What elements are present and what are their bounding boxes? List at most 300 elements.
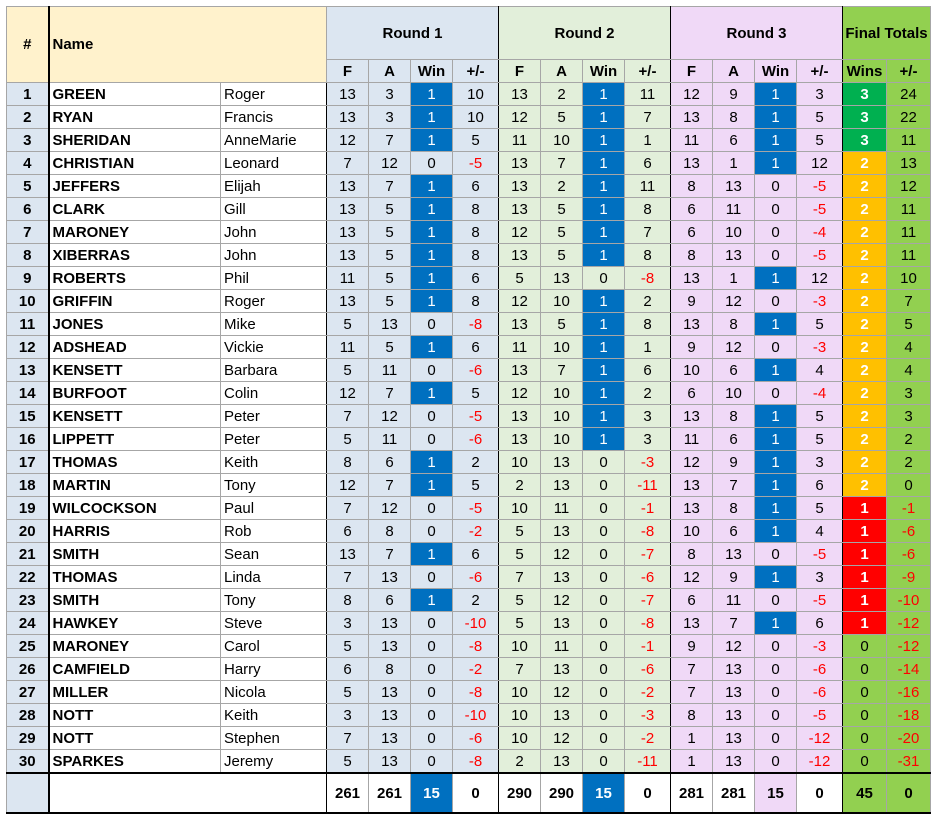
round-2-against: 7 [541,359,583,382]
round-2-against: 13 [541,612,583,635]
player-firstname: AnneMarie [221,129,327,152]
round-3-win: 1 [755,474,797,497]
round-1-against: 5 [369,290,411,313]
round-1-against: 3 [369,83,411,106]
final-diff: 24 [887,83,931,106]
player-surname: MARONEY [49,221,221,244]
round-3-diff: -6 [797,681,843,704]
round-3-against: 6 [713,428,755,451]
subheader-r3-win: Win [755,60,797,83]
round-3-against: 10 [713,221,755,244]
round-2-for: 5 [499,520,541,543]
player-firstname: Harry [221,658,327,681]
round-2-win: 0 [583,750,625,774]
player-surname: HARRIS [49,520,221,543]
round-2-for: 13 [499,175,541,198]
total-round-1-against: 261 [369,773,411,813]
table-row [7,359,931,382]
round-2-win: 0 [583,543,625,566]
round-2-for: 11 [499,129,541,152]
round-2-win: 1 [583,313,625,336]
player-firstname: Stephen [221,727,327,750]
round-3-for: 13 [671,106,713,129]
final-wins: 2 [843,290,887,313]
round-2-win: 0 [583,589,625,612]
row-number: 16 [7,428,49,451]
round-2-diff: -1 [625,497,671,520]
player-surname: NOTT [49,727,221,750]
round-1-for: 12 [327,474,369,497]
total-round-2-against: 290 [541,773,583,813]
round-2-win: 0 [583,681,625,704]
round-3-for: 6 [671,382,713,405]
round-3-win: 0 [755,681,797,704]
round-1-against: 8 [369,520,411,543]
round-2-against: 2 [541,175,583,198]
final-diff: -10 [887,589,931,612]
round-1-diff: 6 [453,336,499,359]
round-2-for: 12 [499,106,541,129]
final-wins: 3 [843,83,887,106]
final-wins: 2 [843,313,887,336]
final-diff: -18 [887,704,931,727]
round-1-against: 13 [369,727,411,750]
row-number: 23 [7,589,49,612]
round-3-against: 6 [713,520,755,543]
player-firstname: Vickie [221,336,327,359]
round-1-against: 13 [369,566,411,589]
round-1-win: 0 [411,727,453,750]
player-surname: SPARKES [49,750,221,774]
round-1-against: 13 [369,681,411,704]
player-firstname: Peter [221,428,327,451]
round-2-for: 13 [499,359,541,382]
round-3-diff: 5 [797,405,843,428]
round-1-win: 1 [411,221,453,244]
round-1-diff: 10 [453,106,499,129]
round-2-win: 0 [583,612,625,635]
round-2-win: 0 [583,727,625,750]
round-1-win: 1 [411,175,453,198]
table-row [7,83,931,106]
player-firstname: Phil [221,267,327,290]
final-diff: 2 [887,451,931,474]
round-2-diff: 2 [625,382,671,405]
round-2-against: 13 [541,267,583,290]
round-2-against: 12 [541,727,583,750]
row-number: 4 [7,152,49,175]
final-diff: 11 [887,198,931,221]
round-2-diff: 1 [625,336,671,359]
round-2-for: 13 [499,83,541,106]
table-row [7,727,931,750]
round-1-for: 8 [327,589,369,612]
subheader-r2-against: A [541,60,583,83]
round-2-win: 1 [583,359,625,382]
subheader-r1-against: A [369,60,411,83]
round-3-win: 0 [755,244,797,267]
final-wins: 2 [843,405,887,428]
total-round-3-wins: 15 [755,773,797,813]
final-wins: 2 [843,359,887,382]
total-round-3-against: 281 [713,773,755,813]
round-1-diff: -10 [453,704,499,727]
round-3-win: 1 [755,106,797,129]
round-2-win: 1 [583,175,625,198]
round-2-win: 1 [583,198,625,221]
round-1-against: 7 [369,175,411,198]
round-2-win: 1 [583,382,625,405]
round-1-diff: -8 [453,313,499,336]
round-1-against: 7 [369,543,411,566]
round-2-diff: 3 [625,405,671,428]
table-row [7,543,931,566]
round-2-win: 1 [583,405,625,428]
player-firstname: Keith [221,704,327,727]
final-diff: -20 [887,727,931,750]
round-3-win: 1 [755,428,797,451]
round-2-diff: 6 [625,359,671,382]
round-2-win: 1 [583,221,625,244]
round-2-diff: -8 [625,612,671,635]
round-1-against: 13 [369,750,411,774]
table-row [7,382,931,405]
round-1-diff: -10 [453,612,499,635]
round-1-win: 1 [411,589,453,612]
round-3-for: 8 [671,543,713,566]
final-diff: -14 [887,658,931,681]
round-3-diff: 6 [797,474,843,497]
player-surname: XIBERRAS [49,244,221,267]
round-1-against: 8 [369,658,411,681]
round-2-against: 10 [541,405,583,428]
round-1-diff: 5 [453,129,499,152]
round-3-win: 1 [755,313,797,336]
round-2-diff: -8 [625,267,671,290]
round-1-diff: 6 [453,267,499,290]
round-3-for: 13 [671,152,713,175]
round-2-diff: -1 [625,635,671,658]
player-firstname: Roger [221,83,327,106]
row-number: 17 [7,451,49,474]
round-2-diff: 1 [625,129,671,152]
table-row [7,658,931,681]
row-number: 21 [7,543,49,566]
row-number: 19 [7,497,49,520]
player-surname: MARTIN [49,474,221,497]
round-1-win: 0 [411,405,453,428]
round-3-diff: -5 [797,704,843,727]
round-2-against: 5 [541,313,583,336]
final-wins: 1 [843,543,887,566]
round-3-diff: 5 [797,129,843,152]
round-1-win: 1 [411,267,453,290]
table-row [7,612,931,635]
total-round-1-for: 261 [327,773,369,813]
round-2-win: 0 [583,704,625,727]
round-3-diff: 6 [797,612,843,635]
round-3-win: 0 [755,382,797,405]
round-2-diff: 7 [625,221,671,244]
round-1-win: 1 [411,382,453,405]
player-firstname: Peter [221,405,327,428]
round-3-against: 13 [713,175,755,198]
player-surname: JONES [49,313,221,336]
round-2-diff: 11 [625,175,671,198]
round-1-against: 12 [369,405,411,428]
round-1-diff: -6 [453,727,499,750]
player-firstname: Keith [221,451,327,474]
round-1-diff: -6 [453,428,499,451]
player-firstname: Steve [221,612,327,635]
round-3-win: 0 [755,336,797,359]
round-2-for: 10 [499,681,541,704]
final-wins: 2 [843,198,887,221]
final-diff: -16 [887,681,931,704]
final-diff: 3 [887,382,931,405]
round-1-against: 12 [369,152,411,175]
final-diff: 3 [887,405,931,428]
row-number: 5 [7,175,49,198]
round-2-win: 1 [583,129,625,152]
row-number: 8 [7,244,49,267]
player-firstname: Nicola [221,681,327,704]
round-3-against: 13 [713,727,755,750]
final-diff: 10 [887,267,931,290]
round-1-for: 13 [327,198,369,221]
round-3-against: 8 [713,313,755,336]
round-2-win: 1 [583,244,625,267]
round-3-against: 12 [713,635,755,658]
total-round-3-for: 281 [671,773,713,813]
final-wins: 3 [843,129,887,152]
round-2-for: 10 [499,635,541,658]
round-3-win: 0 [755,589,797,612]
final-diff: 0 [887,474,931,497]
round-1-win: 0 [411,359,453,382]
round-1-diff: 10 [453,83,499,106]
round-1-win: 1 [411,474,453,497]
round-3-against: 11 [713,589,755,612]
final-wins: 2 [843,221,887,244]
final-diff: 7 [887,290,931,313]
round-1-against: 5 [369,221,411,244]
round-3-win: 0 [755,658,797,681]
round-2-diff: -11 [625,474,671,497]
round-3-win: 1 [755,83,797,106]
round-3-for: 12 [671,451,713,474]
round-2-diff: 2 [625,290,671,313]
round-2-win: 0 [583,267,625,290]
round-1-for: 8 [327,451,369,474]
round-2-win: 1 [583,83,625,106]
round-2-diff: -7 [625,589,671,612]
final-wins: 1 [843,589,887,612]
round-1-win: 0 [411,681,453,704]
final-wins: 0 [843,681,887,704]
table-row [7,244,931,267]
round-1-win: 0 [411,566,453,589]
row-number: 9 [7,267,49,290]
round-3-win: 1 [755,566,797,589]
round-1-win: 1 [411,543,453,566]
total-round-1-diff: 0 [453,773,499,813]
final-diff: -1 [887,497,931,520]
round-2-for: 12 [499,290,541,313]
table-row [7,589,931,612]
round-3-diff: 3 [797,566,843,589]
round-3-diff: -5 [797,198,843,221]
round-3-for: 9 [671,336,713,359]
final-diff: -31 [887,750,931,774]
row-number: 6 [7,198,49,221]
round-3-against: 7 [713,612,755,635]
subheader-r2-for: F [499,60,541,83]
round-3-win: 0 [755,635,797,658]
round-1-diff: 5 [453,474,499,497]
player-surname: MILLER [49,681,221,704]
round-1-against: 5 [369,267,411,290]
totals-blank-name [49,773,327,813]
player-firstname: Roger [221,290,327,313]
final-wins: 2 [843,267,887,290]
round-2-for: 7 [499,658,541,681]
table-row [7,704,931,727]
round-2-for: 10 [499,727,541,750]
total-round-2-for: 290 [499,773,541,813]
round-2-diff: 11 [625,83,671,106]
round-1-against: 3 [369,106,411,129]
round-3-win: 0 [755,704,797,727]
round-3-win: 0 [755,727,797,750]
round-2-win: 0 [583,497,625,520]
round-1-for: 13 [327,290,369,313]
round-1-diff: 2 [453,451,499,474]
round-2-against: 2 [541,83,583,106]
round-1-win: 1 [411,336,453,359]
round-3-for: 6 [671,589,713,612]
round-1-diff: -2 [453,520,499,543]
header-round-1: Round 1 [327,7,499,60]
round-1-win: 1 [411,198,453,221]
round-3-for: 12 [671,566,713,589]
totals-row [7,773,931,813]
round-2-for: 10 [499,497,541,520]
round-1-win: 0 [411,313,453,336]
round-1-diff: 6 [453,543,499,566]
round-3-against: 9 [713,451,755,474]
round-2-for: 5 [499,267,541,290]
round-3-win: 1 [755,497,797,520]
round-3-for: 10 [671,520,713,543]
round-2-for: 7 [499,566,541,589]
round-1-against: 6 [369,451,411,474]
player-surname: SMITH [49,543,221,566]
round-1-for: 11 [327,267,369,290]
player-firstname: Barbara [221,359,327,382]
player-surname: CAMFIELD [49,658,221,681]
row-number: 22 [7,566,49,589]
round-3-win: 1 [755,520,797,543]
round-3-against: 1 [713,267,755,290]
round-3-diff: 5 [797,428,843,451]
player-surname: JEFFERS [49,175,221,198]
results-table [6,6,931,814]
round-2-win: 0 [583,635,625,658]
round-2-diff: -2 [625,727,671,750]
row-number: 20 [7,520,49,543]
final-diff: -9 [887,566,931,589]
row-number: 26 [7,658,49,681]
final-wins: 2 [843,152,887,175]
header-final-totals: Final Totals [843,7,931,60]
round-3-diff: 3 [797,451,843,474]
round-3-diff: 3 [797,83,843,106]
round-3-against: 9 [713,566,755,589]
round-2-for: 13 [499,428,541,451]
final-wins: 2 [843,175,887,198]
round-1-diff: -6 [453,359,499,382]
round-1-for: 13 [327,83,369,106]
round-1-against: 11 [369,359,411,382]
row-number: 25 [7,635,49,658]
round-3-for: 1 [671,727,713,750]
table-row [7,474,931,497]
round-1-for: 5 [327,428,369,451]
round-2-win: 1 [583,290,625,313]
final-wins: 2 [843,382,887,405]
round-2-win: 0 [583,658,625,681]
round-3-against: 1 [713,152,755,175]
round-3-against: 13 [713,704,755,727]
row-number: 18 [7,474,49,497]
round-1-diff: 6 [453,175,499,198]
player-surname: THOMAS [49,566,221,589]
round-3-win: 0 [755,750,797,774]
round-2-diff: -7 [625,543,671,566]
player-surname: CLARK [49,198,221,221]
round-2-against: 13 [541,750,583,774]
player-surname: WILCOCKSON [49,497,221,520]
round-1-for: 13 [327,244,369,267]
round-2-for: 13 [499,405,541,428]
round-1-against: 5 [369,198,411,221]
round-1-diff: 8 [453,290,499,313]
round-3-for: 13 [671,612,713,635]
round-3-against: 9 [713,83,755,106]
header-round-2: Round 2 [499,7,671,60]
subheader-r1-win: Win [411,60,453,83]
round-1-win: 1 [411,83,453,106]
round-2-diff: -3 [625,704,671,727]
round-2-diff: 8 [625,244,671,267]
round-2-win: 1 [583,336,625,359]
round-3-win: 0 [755,175,797,198]
final-wins: 1 [843,520,887,543]
round-3-for: 6 [671,221,713,244]
round-3-diff: -4 [797,221,843,244]
player-firstname: Tony [221,474,327,497]
total-round-3-diff: 0 [797,773,843,813]
round-1-for: 5 [327,313,369,336]
round-2-against: 12 [541,589,583,612]
round-1-diff: -5 [453,497,499,520]
round-1-for: 13 [327,106,369,129]
final-wins: 0 [843,750,887,774]
final-diff: 5 [887,313,931,336]
subheader-r1-for: F [327,60,369,83]
round-3-against: 11 [713,198,755,221]
